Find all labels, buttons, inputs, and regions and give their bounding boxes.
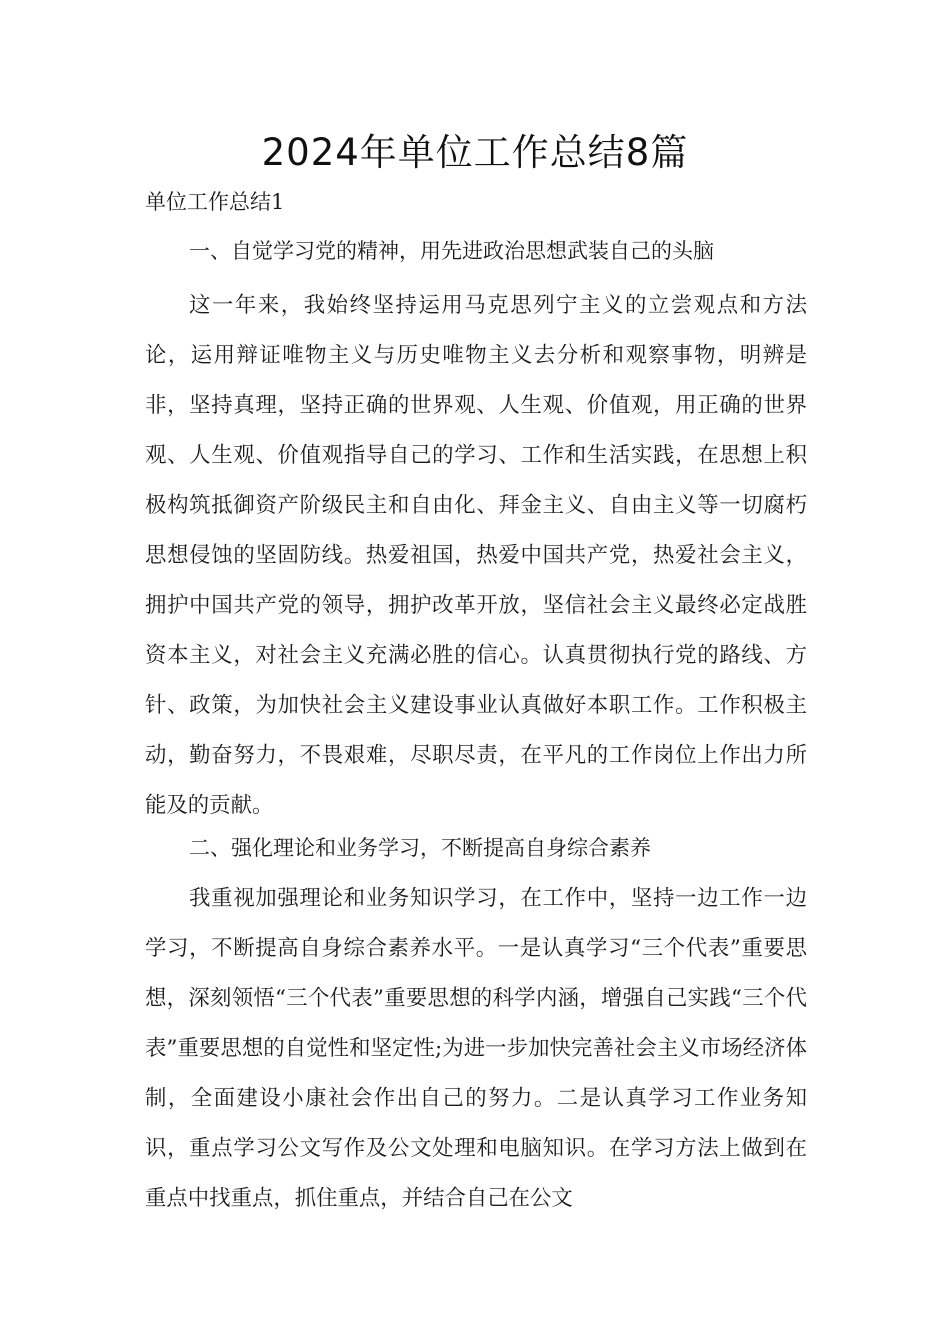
section-paragraph-1: 这一年来，我始终坚持运用马克思列宁主义的立尝观点和方法论，运用辩证唯物主义与历史唯物主义去分析和观察事物，明辨是非，坚持真理，坚持正确的世界观、人生观、价值观，用正确的世界观、人生观、价值观指导自己的学习、工作和生活实践，在思想上积极构筑抵御资产阶级民主和自由化、拜金主义、自由主义等一切腐朽思想侵蚀的坚固防线。热爱祖国，热爱中国共产党，热爱社会主义，拥护中国共产党的领导，拥护改革开放，坚信社会主义最终必定战胜资本主义，对社会主义充满必胜的信心。认真贯彻执行党的路线、方针、政策，为加快社会主义建设事业认真做好本职工作。工作积极主动，勤奋努力，不畏艰难，尽职尽责，在平凡的工作岗位上作出力所能及的贡献。	[145, 293, 807, 818]
section-heading-1: 一、自觉学习党的精神，用先进政治思想武装自己的头脑	[189, 239, 714, 263]
document-subtitle: 单位工作总结1	[145, 190, 285, 214]
section-paragraph-2: 我重视加强理论和业务知识学习，在工作中，坚持一边工作一边学习，不断提高自身综合素养水平。一是认真学习“三个代表”重要思想，深刻领悟“三个代表”重要思想的科学内涵，增强自己实践“三个代表”重要思想的自觉性和坚定性;为进一步加快完善社会主义市场经济体制，全面建设小康社会作出自己的努力。二是认真学习工作业务知识，重点学习公文写作及公文处理和电脑知识。在学习方法上做到在重点中找重点，抓住重点，并结合自己在公文	[145, 886, 807, 1211]
document-title: 2024年单位工作总结8篇	[261, 131, 689, 174]
section-heading-2: 二、强化理论和业务学习，不断提高自身综合素养	[189, 836, 651, 860]
